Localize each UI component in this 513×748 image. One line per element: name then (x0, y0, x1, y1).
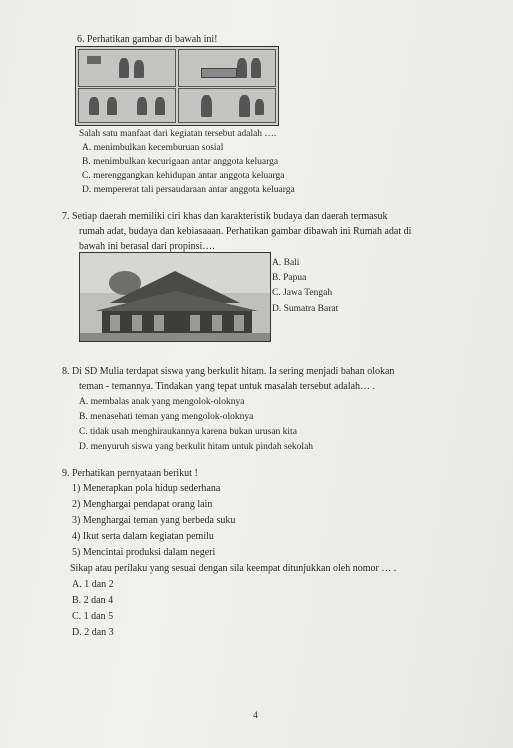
page-number: 4 (253, 711, 258, 721)
q7-line-2: rumah adat, budaya dan kebiasaaan. Perhatikan gambar dibawah ini Rumah adat di (79, 226, 412, 237)
q9-statement-4: 4) Ikut serta dalam kegiatan pemilu (72, 531, 214, 542)
q7-option-b[interactable]: B. Papua (272, 273, 307, 283)
q8-option-b[interactable]: B. menasehati teman yang mengolok-oloknya (79, 412, 254, 422)
q8-option-a[interactable]: A. membalas anak yang mengolok-oloknya (79, 397, 245, 407)
q7-option-c[interactable]: C. Jawa Tengah (272, 288, 333, 298)
q7-line-1: 7. Setiap daerah memiliki ciri khas dan karakteristik budaya dan daerah termasuk (62, 211, 388, 222)
q8-option-c[interactable]: C. tidak usah menghiraukannya karena bukan urusan kita (79, 427, 297, 437)
q6-panel-visit (178, 88, 276, 123)
rumah-adat-photo (79, 252, 271, 342)
q7-option-a[interactable]: A. Bali (272, 258, 300, 268)
q9-option-d[interactable]: D. 2 dan 3 (72, 627, 114, 638)
q6-illustration (75, 46, 279, 126)
q8-line-2: teman - temannya. Tindakan yang tepat untuk masalah tersebut adalah… . (79, 381, 376, 392)
q8-line-1: 8. Di SD Mulia terdapat siswa yang berkulit hitam. Ia sering menjadi bahan olokan (62, 366, 395, 377)
q6-option-d[interactable]: D. mempererat tali persaudaraan antar anggota keluarga (82, 185, 295, 195)
q9-statement-2: 2) Menghargai pendapat orang lain (72, 499, 213, 510)
q6-panel-dinner (78, 49, 176, 87)
q6-option-c[interactable]: C. merenggangkan kehidupan antar anggota keluarga (82, 171, 285, 181)
q9-option-b[interactable]: B. 2 dan 4 (72, 595, 114, 606)
q7-option-d[interactable]: D. Sumatra Barat (272, 304, 339, 314)
q6-option-a[interactable]: A. menimbulkan kecemburuan sosial (82, 143, 224, 153)
q6-question: Salah satu manfaat dari kegiatan tersebut adalah …. (79, 129, 277, 139)
q9-option-c[interactable]: C. 1 dan 5 (72, 611, 114, 622)
joglo-house-icon (80, 253, 270, 341)
q9-statement-1: 1) Menerapkan pola hidup sederhana (72, 483, 221, 494)
q9-question: Sikap atau perilaku yang sesuai dengan sila keempat ditunjukkan oleh nomor … . (70, 563, 397, 574)
q9-title: 9. Perhatikan pernyataan berikut ! (62, 468, 198, 479)
q6-panel-gathering (78, 88, 176, 123)
q9-statement-5: 5) Mencintai produksi dalam negeri (72, 547, 216, 558)
q6-title: 6. Perhatikan gambar di bawah ini! (77, 34, 218, 45)
q6-option-b[interactable]: B. menimbulkan kecurigaan antar anggota keluarga (82, 157, 279, 167)
q7-line-3: bawah ini berasal dari propinsi…. (79, 241, 215, 252)
q9-statement-3: 3) Menghargai teman yang berbeda suku (72, 515, 236, 526)
q8-option-d[interactable]: D. menyuruh siswa yang berkulit hitam untuk pindah sekolah (79, 442, 314, 452)
q9-option-a[interactable]: A. 1 dan 2 (72, 579, 114, 590)
q6-panel-family (178, 49, 276, 87)
